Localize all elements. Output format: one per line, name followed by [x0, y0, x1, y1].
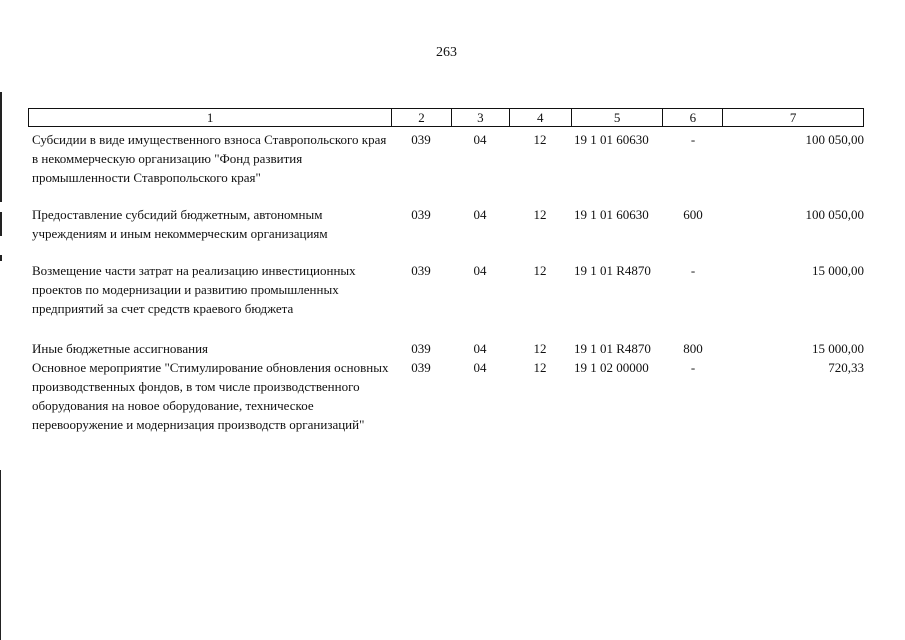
target-article-code: 19 1 02 00000 [574, 360, 649, 375]
section-code: 04 [473, 360, 487, 375]
subsection-code: 12 [533, 341, 547, 356]
subsection-code: 12 [533, 207, 547, 222]
table-row [28, 261, 864, 339]
column-header-3: 3 [451, 109, 509, 126]
expense-type-code: 600 [683, 207, 703, 222]
scan-margin-line [0, 92, 2, 202]
column-header-2: 2 [391, 109, 451, 126]
expense-type-code: - [690, 360, 696, 375]
target-article-code: 19 1 01 60630 [574, 132, 649, 147]
scan-margin-line [0, 212, 2, 236]
ministry-code: 039 [411, 263, 431, 278]
row-name: Предоставление субсидий бюджетным, автономным учреждениям и иным некоммерческим организациям [32, 207, 328, 241]
section-code: 04 [473, 341, 487, 356]
column-header-1: 1 [206, 110, 214, 125]
table-header-row [28, 108, 864, 127]
section-code: 04 [473, 263, 487, 278]
column-header-7: 7 [722, 109, 863, 126]
ministry-code: 039 [411, 360, 431, 375]
amount-value: 15 000,00 [812, 341, 864, 356]
subsection-code: 12 [533, 263, 547, 278]
row-name: Основное мероприятие "Стимулирование обновления основных производственных фондов, в том числе производственного оборудования на новое оборудование, техническое перевооружение и модернизация производств организаций" [32, 360, 389, 432]
amount-value: 15 000,00 [812, 263, 864, 278]
row-name: Возмещение части затрат на реализацию инвестиционных проектов по модернизации и развитию промышленных предприятий за счет средств краевого бюджета [32, 263, 356, 316]
amount-value: 100 050,00 [805, 207, 864, 222]
scan-margin-line [0, 470, 1, 640]
expense-type-code: - [690, 263, 696, 278]
scan-margin-line [0, 255, 2, 261]
ministry-code: 039 [411, 207, 431, 222]
target-article-code: 19 1 01 R4870 [574, 263, 651, 278]
column-header-4: 4 [509, 109, 571, 126]
expense-type-code: - [690, 132, 696, 147]
column-header-6: 6 [662, 109, 722, 126]
table-row [28, 130, 864, 205]
page-number: 263 [436, 45, 457, 60]
amount-value: 100 050,00 [805, 132, 864, 147]
table-row [28, 339, 864, 358]
section-code: 04 [473, 207, 487, 222]
amount-value: 720,33 [828, 360, 864, 375]
row-name: Субсидии в виде имущественного взноса Ставропольского края в некоммерческую организацию "Фонд развития промышленности Ставропольского края" [32, 132, 387, 185]
ministry-code: 039 [411, 341, 431, 356]
subsection-code: 12 [533, 360, 547, 375]
budget-table [28, 108, 864, 453]
row-name: Иные бюджетные ассигнования [32, 341, 209, 356]
ministry-code: 039 [411, 132, 431, 147]
column-header-5: 5 [571, 109, 663, 126]
target-article-code: 19 1 01 R4870 [574, 341, 651, 356]
expense-type-code: 800 [683, 341, 703, 356]
section-code: 04 [473, 132, 487, 147]
table-row [28, 205, 864, 261]
table-row [28, 358, 864, 453]
target-article-code: 19 1 01 60630 [574, 207, 649, 222]
subsection-code: 12 [533, 132, 547, 147]
